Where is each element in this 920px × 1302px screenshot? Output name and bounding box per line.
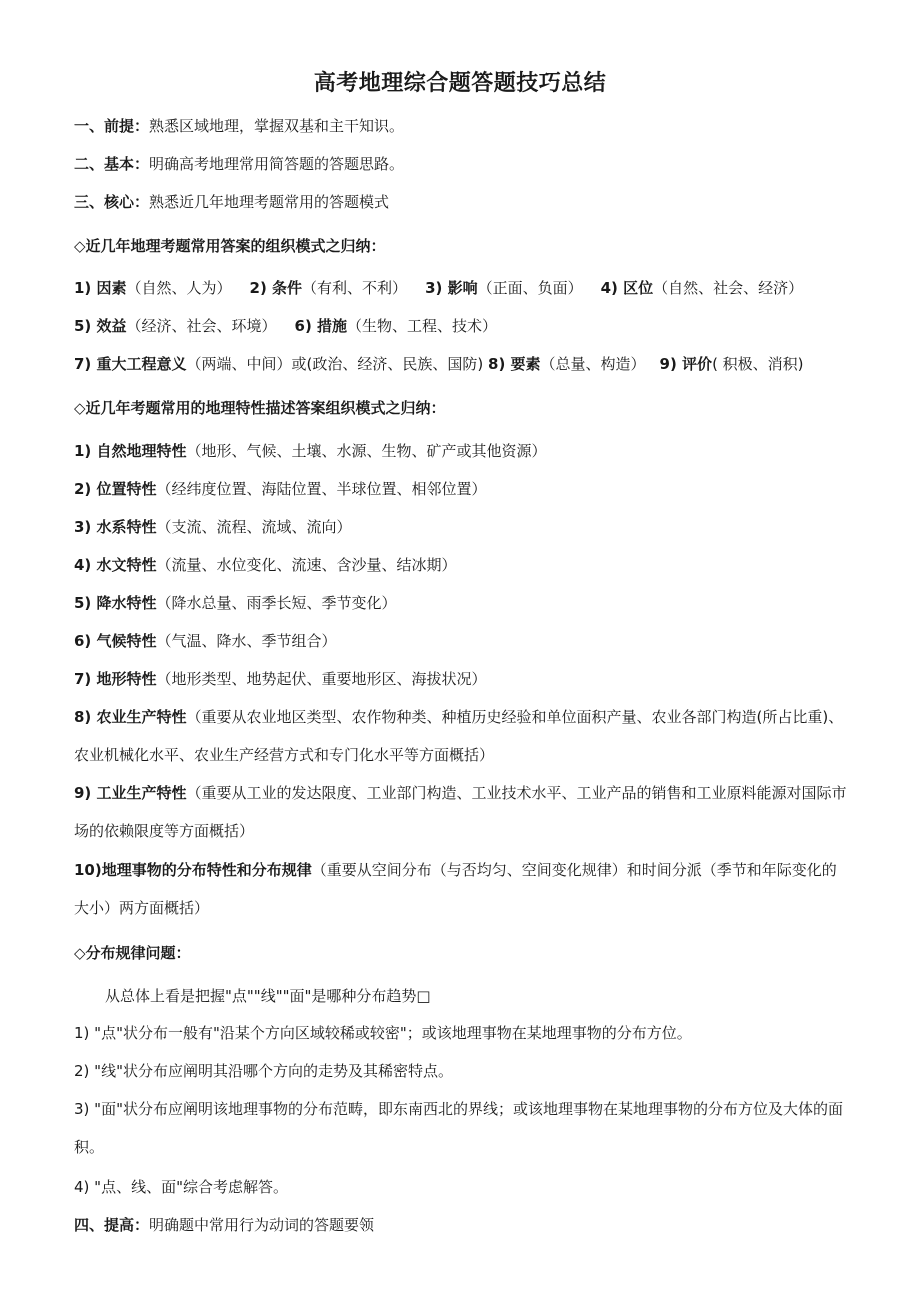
mode-term: 4) 区位 (600, 279, 654, 297)
section-label: 四、提高： (74, 1216, 150, 1234)
feature-desc: （重要从空间分布（与否均匀、空间变化规律）和时间分派（季节和年际变化的大小）两方面概括） (74, 861, 837, 917)
mode-desc: （两端、中间）或(政治、经济、民族、国防) (186, 355, 484, 373)
feature-desc: （地形、气候、土壤、水源、生物、矿产或其他资源） (186, 442, 547, 460)
distribution-item: 1) "点"状分布一般有"沿某个方向区域较稀或较密"；或该地理事物在某地理事物的分布方位。 (74, 1024, 692, 1042)
distribution-intro: 从总体上看是把握"点""线""面"是哪种分布趋势□ (105, 987, 431, 1005)
feature-desc: （经纬度位置、海陆位置、半球位置、相邻位置） (156, 480, 487, 498)
mode-term: 2) 条件 (249, 279, 303, 297)
feature-item (74, 479, 850, 499)
mode-term: 8) 要素 (488, 355, 541, 373)
heading-distribution: ◇分布规律问题： (74, 944, 191, 962)
feature-term: 1) 自然地理特性 (74, 442, 187, 460)
feature-term: 7) 地形特性 (74, 670, 157, 688)
answer-modes-row-1 (74, 278, 850, 298)
feature-item (74, 555, 850, 575)
feature-desc: （降水总量、雨季长短、季节变化） (156, 594, 397, 612)
feature-desc: （流量、水位变化、流速、含沙量、结冰期） (156, 556, 457, 574)
feature-term: 3) 水系特性 (74, 518, 157, 536)
section-text: 熟悉近几年地理考题常用的答题模式 (149, 193, 390, 211)
mode-desc: （有利、不利） (302, 279, 408, 297)
heading-answer-modes: ◇近几年地理考题常用答案的组织模式之归纳： (74, 237, 386, 255)
mode-desc: （生物、工程、技术） (347, 317, 498, 335)
distribution-item: 2) "线"状分布应阐明其沿哪个方向的走势及其稀密特点。 (74, 1062, 453, 1080)
feature-item (74, 593, 850, 613)
feature-term: 5) 降水特性 (74, 594, 157, 612)
distribution-item: 3) "面"状分布应阐明该地理事物的分布范畴，即东南西北的界线；或该地理事物在某地理事物的分布方位及大体的面积。 (74, 1100, 843, 1156)
mode-term: 3) 影响 (425, 279, 478, 297)
feature-desc: （重要从农业地区类型、农作物种类、种植历史经验和单位面积产量、农业各部门构造(所占比重)、农业机械化水平、农业生产经营方式和专门化水平等方面概括） (74, 708, 844, 764)
section-core (74, 192, 850, 212)
heading-features: ◇近几年考题常用的地理特性描述答案组织模式之归纳： (74, 399, 446, 417)
feature-desc: （气温、降水、季节组合） (156, 632, 337, 650)
mode-desc: （正面、负面） (477, 279, 583, 297)
feature-item (74, 517, 850, 537)
feature-term: 6) 气候特性 (74, 632, 157, 650)
section-label: 二、基本： (74, 155, 150, 173)
feature-item (74, 631, 850, 651)
feature-item (74, 441, 850, 461)
feature-desc: （地形类型、地势起伏、重要地形区、海拔状况） (156, 670, 487, 688)
mode-term: 7) 重大工程意义 (74, 355, 187, 373)
feature-desc: （重要从工业的发达限度、工业部门构造、工业技术水平、工业产品的销售和工业原料能源对国际市场的依赖限度等方面概括） (74, 784, 847, 840)
mode-term: 5) 效益 (74, 317, 127, 335)
section-label: 三、核心： (74, 193, 150, 211)
feature-term: 2) 位置特性 (74, 480, 157, 498)
feature-desc: （支流、流程、流域、流向） (156, 518, 352, 536)
feature-term: 4) 水文特性 (74, 556, 157, 574)
distribution-item: 4) "点、线、面"综合考虑解答。 (74, 1178, 288, 1196)
feature-item (74, 774, 850, 850)
feature-item (74, 698, 850, 774)
section-basic (74, 154, 850, 174)
section-label: 一、前提： (74, 117, 150, 135)
mode-term: 1) 因素 (74, 279, 127, 297)
section-text: 明确高考地理常用简答题的答题思路。 (149, 155, 405, 173)
mode-desc: （总量、构造） (540, 355, 646, 373)
mode-term: 9) 评价 (659, 355, 713, 373)
section-premise (74, 116, 850, 136)
section-improve (74, 1215, 850, 1235)
feature-term: 8) 农业生产特性 (74, 708, 187, 726)
feature-term: 9) 工业生产特性 (74, 784, 187, 802)
section-text: 熟悉区域地理，掌握双基和主干知识。 (149, 117, 405, 135)
mode-term: 6) 措施 (294, 317, 348, 335)
feature-item (74, 851, 850, 927)
mode-desc: （自然、社会、经济） (653, 279, 804, 297)
mode-desc: （自然、人为） (126, 279, 232, 297)
answer-modes-row-2 (74, 316, 850, 336)
feature-item (74, 669, 850, 689)
mode-desc: （经济、社会、环境） (126, 317, 277, 335)
section-text: 明确题中常用行为动词的答题要领 (149, 1216, 375, 1234)
page-title: 高考地理综合题答题技巧总结 (313, 71, 607, 96)
mode-desc: ( 积极、消积) (712, 355, 804, 373)
feature-term: 10)地理事物的分布特性和分布规律 (74, 861, 312, 879)
answer-modes-row-3 (74, 354, 850, 374)
